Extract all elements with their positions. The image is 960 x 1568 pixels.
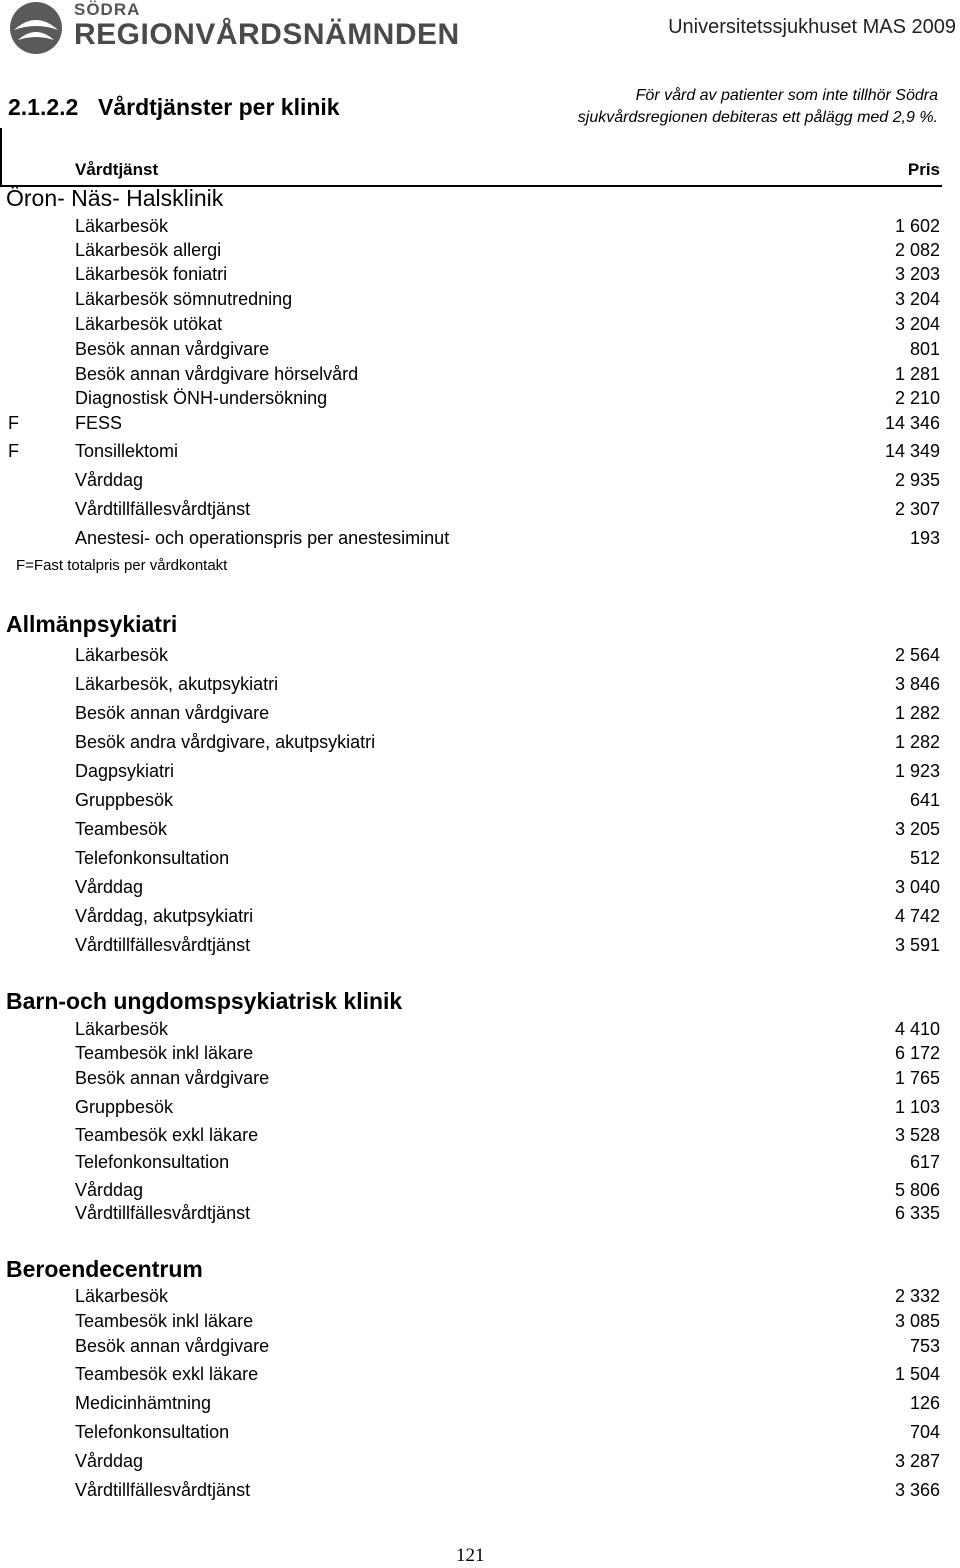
table-row [0,388,960,412]
hospital-name: Universitetssjukhuset MAS 2009 [668,16,956,38]
column-header-price: Pris [907,160,940,179]
row-price: 3 085 [894,1311,940,1331]
row-label: Telefonkonsultation [75,848,230,868]
surcharge-note [498,85,938,129]
row-label: Diagnostisk ÖNH-undersökning [75,388,328,408]
table-row [0,499,960,523]
row-price: 193 [909,528,940,548]
table-row [0,1152,960,1176]
row-label: Vårddag [75,470,144,490]
row-label: Telefonkonsultation [75,1422,230,1442]
row-price: 3 204 [894,314,940,334]
row-price: 3 205 [894,819,940,839]
row-price: 14 346 [884,413,940,433]
table-row [0,1180,960,1204]
logo-text-main: REGIONVÅRDSNÄMNDEN [74,18,460,51]
row-price: 3 528 [894,1125,940,1145]
row-price: 14 349 [884,441,940,461]
row-price: 2 307 [894,499,940,519]
row-label: Telefonkonsultation [75,1152,230,1172]
row-price: 2 935 [894,470,940,490]
row-label: Teambesök exkl läkare [75,1364,259,1384]
table-row [0,289,960,313]
row-price: 3 591 [894,935,940,955]
row-price: 3 287 [894,1451,940,1471]
row-label: Besök annan vårdgivare hörselvård [75,364,359,384]
row-label: Teambesök exkl läkare [75,1125,259,1145]
row-price: 1 923 [894,761,940,781]
row-flag: F [8,441,19,461]
table-row [0,935,960,959]
row-label: Gruppbesök [75,1097,174,1117]
table-row [0,528,960,552]
row-price: 1 103 [894,1097,940,1117]
page-number: 121 [456,1545,485,1566]
clinic-heading-general-psychiatry: Allmänpsykiatri [6,611,178,637]
table-row [0,1125,960,1149]
row-label: Läkarbesök, akutpsykiatri [75,674,279,694]
row-label: Vårdtillfällesvårdtjänst [75,935,251,955]
row-label: Vårddag [75,1451,144,1471]
row-label: Besök annan vårdgivare [75,339,270,359]
logo-text-top: SÖDRA [74,0,141,19]
row-price: 4 410 [894,1019,940,1039]
row-label: FESS [75,413,123,433]
section-number: 2.1.2.2 [8,94,79,120]
row-label: Läkarbesök [75,1019,169,1039]
row-price: 1 602 [894,216,940,236]
row-label: Vårdtillfällesvårdtjänst [75,499,251,519]
row-label: Vårddag [75,1180,144,1200]
table-row [0,240,960,264]
surcharge-note-line-2: sjukvårdsregionen debiteras ett pålägg med 2,9 %. [577,109,938,126]
table-row [0,441,960,465]
table-row [0,1422,960,1446]
table-row [0,1097,960,1121]
table-row [0,761,960,785]
row-label: Dagpsykiatri [75,761,175,781]
row-price: 617 [909,1152,940,1172]
table-row [0,1019,960,1043]
row-label: Läkarbesök sömnutredning [75,289,293,309]
table-row [0,264,960,288]
row-label: Besök annan vårdgivare [75,1336,270,1356]
table-row [0,339,960,363]
table-row [0,1068,960,1092]
row-price: 753 [909,1336,940,1356]
table-row [0,1286,960,1310]
table-header-left-rule [0,128,2,186]
row-label: Tonsillektomi [75,441,179,461]
row-label: Teambesök [75,819,168,839]
logo-emblem-icon [8,0,64,56]
table-row [0,1480,960,1504]
table-row [0,645,960,669]
footnote-fixed-price: F=Fast totalpris per vårdkontakt [16,557,228,574]
table-row [0,790,960,814]
row-price: 6 172 [894,1043,940,1063]
table-row [0,703,960,727]
table-row [0,1364,960,1388]
row-price: 5 806 [894,1180,940,1200]
table-row [0,819,960,843]
table-row [0,314,960,338]
section-title: Vårdtjänster per klinik [98,94,340,120]
row-label: Medicinhämtning [75,1393,212,1413]
row-price: 1 282 [894,703,940,723]
clinic-heading-ent: Öron- Näs- Halsklinik [6,185,224,211]
table-row [0,1336,960,1360]
row-price: 2 332 [894,1286,940,1306]
table-row [0,470,960,494]
row-price: 704 [909,1422,940,1442]
row-label: Teambesök inkl läkare [75,1043,254,1063]
table-row [0,848,960,872]
row-label: Teambesök inkl läkare [75,1311,254,1331]
row-price: 641 [909,790,940,810]
row-label: Läkarbesök utökat [75,314,223,334]
table-row [0,413,960,437]
row-price: 1 504 [894,1364,940,1384]
row-label: Besök andra vårdgivare, akutpsykiatri [75,732,376,752]
row-price: 512 [909,848,940,868]
row-price: 6 335 [894,1203,940,1223]
row-label: Vårdtillfällesvårdtjänst [75,1203,251,1223]
clinic-heading-addiction-centre: Beroendecentrum [6,1256,203,1282]
row-price: 1 282 [894,732,940,752]
row-price: 3 366 [894,1480,940,1500]
row-label: Läkarbesök allergi [75,240,222,260]
row-label: Vårddag, akutpsykiatri [75,906,254,926]
table-row [0,1203,960,1227]
row-price: 2 210 [894,388,940,408]
table-row [0,216,960,240]
table-row [0,364,960,388]
table-row [0,1043,960,1067]
row-label: Besök annan vårdgivare [75,1068,270,1088]
row-price: 4 742 [894,906,940,926]
logo [4,0,460,56]
row-label: Anestesi- och operationspris per anestesiminut [75,528,450,548]
table-row [0,674,960,698]
row-price: 126 [909,1393,940,1413]
row-label: Läkarbesök [75,1286,169,1306]
row-price: 2 082 [894,240,940,260]
row-label: Läkarbesök foniatri [75,264,228,284]
row-label: Vårddag [75,877,144,897]
table-row [0,906,960,930]
row-label: Gruppbesök [75,790,174,810]
table-row [0,1311,960,1335]
clinic-heading-child-psychiatry: Barn-och ungdomspsykiatrisk klinik [6,988,403,1014]
surcharge-note-line-1: För vård av patienter som inte tillhör Södra [635,87,938,104]
row-label: Läkarbesök [75,645,169,665]
table-row [0,732,960,756]
table-row [0,1393,960,1417]
row-label: Vårdtillfällesvårdtjänst [75,1480,251,1500]
row-label: Besök annan vårdgivare [75,703,270,723]
row-price: 3 204 [894,289,940,309]
row-price: 3 846 [894,674,940,694]
row-label: Läkarbesök [75,216,169,236]
table-row [0,877,960,901]
row-price: 3 040 [894,877,940,897]
row-price: 2 564 [894,645,940,665]
row-flag: F [8,413,19,433]
table-row [0,1451,960,1475]
row-price: 1 765 [894,1068,940,1088]
row-price: 3 203 [894,264,940,284]
row-price: 1 281 [894,364,940,384]
row-price: 801 [909,339,940,359]
page-header [0,0,960,60]
column-header-service: Vårdtjänst [75,160,159,179]
